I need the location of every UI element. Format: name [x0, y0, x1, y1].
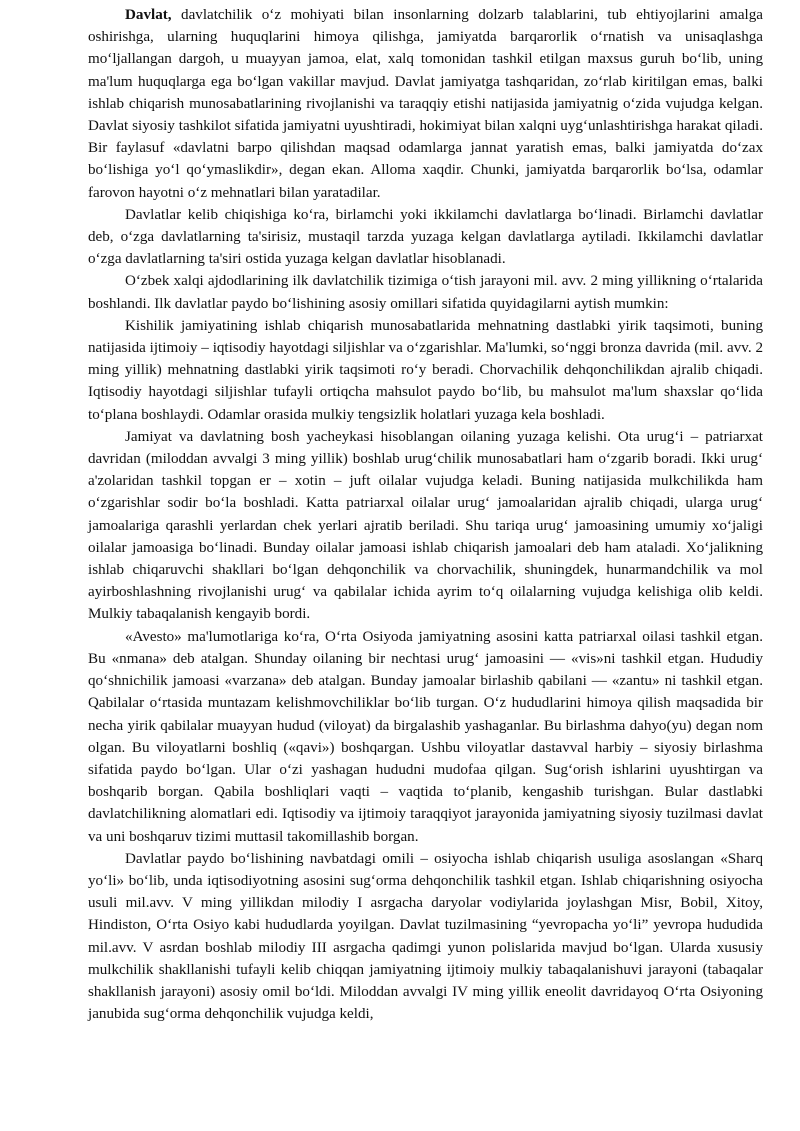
paragraph-2: Davlatlar kelib chiqishiga ko‘ra, birlamchi yoki ikkilamchi davlatlarga bo‘linadi. Birlamchi davlatlar deb, o‘zga davlatlarning ta'sirisiz, mustaqil tarzda yuzaga kelgan davlatlarga aytiladi. Ikkilamchi davlatlar o‘zga davlatlarning ta'siri ostida yuzaga kelgan davlatlar hisoblanadi. — [88, 206, 763, 268]
paragraph-6: «Avesto» ma'lumotlariga ko‘ra, O‘rta Osiyoda jamiyatning asosini katta patriarxal oilasi tashkil etgan. Bu «nmana» deb atalgan. Shunday oilaning bir nechtasi urug‘ jamoasini — «vis»ni tashkil etgan. Hududiy qo‘shnichilik jamoasi «varzana» deb atalgan. Bunday jamoalar birlashib qabilani — «zantu» ni tashkil etgan. Qabilalar o‘rtasida muntazam kelishmovchiliklar bo‘lib turgan. O‘z hududlarini himoya qilish maqsadida bir necha yirik qabilalar muayyan hudud (viloyat) da birgalashib yashaganlar. Bu birlashma dahyo(yu) degan nom olgan. Bu viloyatlarni boshliq («qavi») boshqargan. Ushbu viloyatlar dastavval harbiy – siyosiy birlashma sifatida paydo bo‘lgan. Ular o‘zi yashagan hududni mudofaa qilgan. Sug‘orish ishlarini uyushtirgan va boshqarib borgan. Qabila boshliqlari vaqti – vaqtida to‘planib, kengashib turishgan. Bular dastlabki davlatchilikning alomatlari edi. Iqtisodiy va ijtimoiy taraqqiyot jarayonida jamiyatning siyosiy tuzilmasi davlat va uni boshqaruv tizimi muttasil takomillashib borgan. — [88, 628, 763, 845]
paragraph-1-text: davlatchilik o‘z mohiyati bilan insonlarning dolzarb talablarini, tub ehtiyojlarini amalga oshirishga, ularning huquqlarini himoya qilishga, jamiyatda barqarorlik o‘rnatish va unisaqlashga mo‘ljallangan dargoh, u muayyan jamoa, elat, xalq tomonidan tashkil etilgan maxsus guruh bo‘lib, uning ma'lum huquqlarga ega bo‘lgan vakillar mavjud. Davlat jamiyatga tashqaridan, zo‘rlab kiritilgan emas, balki ishlab chiqarish munosabatlarining rivojlanishi va taraqqiy etishi natijasida jamiyatnig o‘zida vujudga kelgan. Davlat siyosiy tashkilot sifatida jamiyatni uyushtiradi, hokimiyat bilan xalqni uyg‘unlashtirishga harakat qiladi. Bir faylasuf «davlatni barpo qilishdan maqsad odamlarga jannat yaratish emas, balki jamiyatda do‘zax bo‘lishiga yo‘l qo‘ymaslikdir», degan ekan. Alloma xaqdir. Chunki, jamiyatda barqarorlik bo‘lsa, odamlar farovon hayotni o‘z mehnatlari bilan yaratadilar. — [88, 7, 763, 201]
document-page — [88, 4, 763, 1025]
lead-term: Davlat, — [125, 7, 172, 23]
paragraph-1 — [88, 4, 763, 204]
paragraph-7: Davlatlar paydo bo‘lishining navbatdagi omili – osiyocha ishlab chiqarish usuliga asoslangan «Sharq yo‘li» bo‘lib, unda iqtisodiyotning asosini sug‘orma dehqonchilik tashkil etgan. Ishlab chiqarishning osiyocha usuli mil.avv. V ming yillikdan milodiy I asrgacha daryolar vodiylarida joylashgan Misr, Bobil, Xitoy, Hindiston, O‘rta Osiyo kabi hududlarda yoyilgan. Davlat tuzilmasining “yevropacha yo‘li” yevropa hududida mil.avv. V asrdan boshlab milodiy III asrgacha qadimgi yunon polislarida mavjud bo‘lgan. Ularda xususiy mulkchilik shakllanishi tufayli kelib chiqqan jamiyatning ijtimoiy mulkiy tabaqalanishuvi jarayoni (tabaqalar shakllanish jarayoni) asosiy omil bo‘ldi. Miloddan avvalgi IV ming yillik eneolit davridayoq O‘rta Osiyoning janubida sug‘orma dehqonchilik vujudga keldi, — [88, 850, 763, 1023]
paragraph-3: O‘zbek xalqi ajdodlarining ilk davlatchilik tizimiga o‘tish jarayoni mil. avv. 2 ming yillikning o‘rtalarida boshlandi. Ilk davlatlar paydo bo‘lishining asosiy omillari sifatida quyidagilarni aytish mumkin: — [88, 273, 763, 312]
paragraph-5: Jamiyat va davlatning bosh yacheykasi hisoblangan oilaning yuzaga kelishi. Ota urug‘i – patriarxat davridan (miloddan avvalgi 3 ming yillik) boshlab urug‘chilik munosabatlari ham o‘zgarib boradi. Ikki urug‘ a'zolaridan tashkil topgan er – xotin – juft oilalar vujudga keladi. Buning natijasida mulkchilikda ham o‘zgarishlar sodir bo‘la boshladi. Katta patriarxal oilalar urug‘ jamoalaridan ajralib chiqadi, ularga urug‘ jamoalariga qarashli yerlardan chek yerlari ajratib beriladi. Shu tariqa urug‘ jamoasining umumiy xo‘jaligi oilalar jamoasiga bo‘linadi. Bunday oilalar jamoasi ishlab chiqarish jamoalari deb ham ataladi. Xo‘jalikning ishlab chiqaruvchi shakllari bo‘lgan dehqonchilik va chorvachilik, shuningdek, hunarmandchilik va mol ayirboshlashning rivojlanishi urug‘ va qabilalar ichida ayrim to‘q oilalarning vujudga kelishiga olib keldi. Mulkiy tabaqalanish kengayib bordi. — [88, 428, 763, 623]
paragraph-4: Kishilik jamiyatining ishlab chiqarish munosabatlarida mehnatning dastlabki yirik taqsimoti, buning natijasida ijtimoiy – iqtisodiy hayotdagi siljishlar va o‘zgarishlar. Ma'lumki, so‘nggi bronza davrida (mil. avv. 2 ming yillik) mehnatning dastlabki yirik taqsimoti ro‘y beradi. Chorvachilik dehqonchilikdan ajralib chiqadi. Iqtisodiy hayotdagi siljishlar tufayli ortiqcha mahsulot paydo bo‘lib, bu mahsulot ma'lum shaxslar qo‘lida to‘plana boshlaydi. Odamlar orasida mulkiy tengsizlik holatlari yuzaga kela boshladi. — [88, 317, 763, 423]
